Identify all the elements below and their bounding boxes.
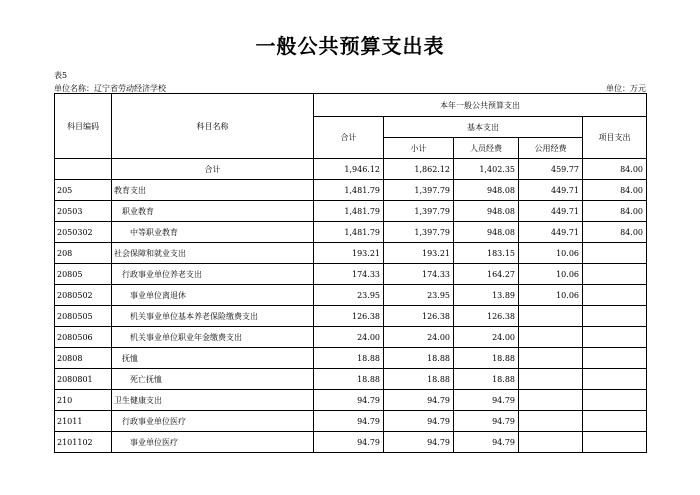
cell-code	[55, 159, 112, 180]
cell-subtotal: 1,397.79	[384, 222, 454, 243]
cell-project: 84.00	[583, 180, 647, 201]
cell-name: 合计	[112, 159, 314, 180]
header-subtotal: 小计	[384, 138, 454, 159]
cell-personnel: 94.79	[454, 390, 519, 411]
header-group: 本年一般公共预算支出	[314, 94, 647, 117]
cell-public	[519, 432, 583, 453]
cell-personnel: 13.89	[454, 285, 519, 306]
cell-code: 20805	[55, 264, 112, 285]
header-project: 项目支出	[583, 117, 647, 159]
cell-total: 24.00	[314, 327, 384, 348]
cell-code: 20808	[55, 348, 112, 369]
cell-public: 449.71	[519, 180, 583, 201]
cell-name: 社会保障和就业支出	[112, 243, 314, 264]
cell-subtotal: 1,862.12	[384, 159, 454, 180]
cell-project	[583, 243, 647, 264]
cell-total: 18.88	[314, 348, 384, 369]
unit-measure: 单位：万元	[606, 84, 646, 93]
table-row	[55, 222, 647, 243]
table-row	[55, 348, 647, 369]
table-row	[55, 369, 647, 390]
header-personnel: 人员经费	[454, 138, 519, 159]
cell-name: 机关事业单位职业年金缴费支出	[112, 327, 314, 348]
cell-public	[519, 348, 583, 369]
cell-personnel: 948.08	[454, 201, 519, 222]
cell-personnel: 18.88	[454, 369, 519, 390]
cell-code: 21011	[55, 411, 112, 432]
cell-total: 18.88	[314, 369, 384, 390]
cell-name: 机关事业单位基本养老保险缴费支出	[112, 306, 314, 327]
table-row	[55, 243, 647, 264]
cell-code: 205	[55, 180, 112, 201]
cell-code: 2080801	[55, 369, 112, 390]
cell-public: 449.71	[519, 201, 583, 222]
cell-public	[519, 306, 583, 327]
cell-project	[583, 285, 647, 306]
cell-subtotal: 18.88	[384, 348, 454, 369]
cell-public	[519, 369, 583, 390]
table-row	[55, 180, 647, 201]
table-number: 表5	[54, 71, 68, 80]
cell-total: 94.79	[314, 390, 384, 411]
cell-public	[519, 390, 583, 411]
cell-total: 94.79	[314, 432, 384, 453]
cell-subtotal: 18.88	[384, 369, 454, 390]
table-row	[55, 264, 647, 285]
table-row	[55, 411, 647, 432]
cell-public: 10.06	[519, 285, 583, 306]
cell-project: 84.00	[583, 201, 647, 222]
header-basic: 基本支出	[384, 117, 583, 138]
cell-total: 1,946.12	[314, 159, 384, 180]
cell-total: 1,481.79	[314, 180, 384, 201]
cell-project	[583, 327, 647, 348]
cell-total: 23.95	[314, 285, 384, 306]
cell-subtotal: 174.33	[384, 264, 454, 285]
page-title: 一般公共预算支出表	[255, 34, 445, 58]
table-row	[55, 306, 647, 327]
cell-name: 行政事业单位养老支出	[112, 264, 314, 285]
cell-name: 中等职业教育	[112, 222, 314, 243]
cell-project	[583, 411, 647, 432]
cell-subtotal: 1,397.79	[384, 201, 454, 222]
table-row	[55, 159, 647, 180]
cell-total: 174.33	[314, 264, 384, 285]
cell-public: 459.77	[519, 159, 583, 180]
cell-personnel: 164.27	[454, 264, 519, 285]
cell-name: 卫生健康支出	[112, 390, 314, 411]
cell-public	[519, 327, 583, 348]
cell-code: 2101102	[55, 432, 112, 453]
cell-code: 210	[55, 390, 112, 411]
cell-code: 208	[55, 243, 112, 264]
cell-subtotal: 24.00	[384, 327, 454, 348]
cell-subtotal: 23.95	[384, 285, 454, 306]
cell-subtotal: 94.79	[384, 432, 454, 453]
header-code: 科目编码	[55, 94, 112, 159]
cell-project	[583, 348, 647, 369]
cell-project: 84.00	[583, 159, 647, 180]
cell-personnel: 94.79	[454, 432, 519, 453]
cell-personnel: 24.00	[454, 327, 519, 348]
cell-project: 84.00	[583, 222, 647, 243]
table-row	[55, 390, 647, 411]
cell-code: 2080506	[55, 327, 112, 348]
cell-name: 行政事业单位医疗	[112, 411, 314, 432]
unit-name: 单位名称：辽宁省劳动经济学校	[54, 84, 166, 93]
cell-personnel: 183.15	[454, 243, 519, 264]
budget-table	[54, 93, 647, 453]
cell-project	[583, 369, 647, 390]
header-total: 合计	[314, 117, 384, 159]
cell-total: 193.21	[314, 243, 384, 264]
cell-subtotal: 193.21	[384, 243, 454, 264]
cell-public: 10.06	[519, 264, 583, 285]
cell-personnel: 126.38	[454, 306, 519, 327]
cell-name: 事业单位离退休	[112, 285, 314, 306]
cell-name: 教育支出	[112, 180, 314, 201]
cell-code: 2050302	[55, 222, 112, 243]
cell-personnel: 948.08	[454, 222, 519, 243]
header-public: 公用经费	[519, 138, 583, 159]
cell-total: 94.79	[314, 411, 384, 432]
header-name: 科目名称	[112, 94, 314, 159]
cell-code: 20503	[55, 201, 112, 222]
cell-name: 死亡抚恤	[112, 369, 314, 390]
cell-subtotal: 94.79	[384, 411, 454, 432]
cell-total: 126.38	[314, 306, 384, 327]
cell-subtotal: 94.79	[384, 390, 454, 411]
table-row	[55, 201, 647, 222]
cell-project	[583, 306, 647, 327]
cell-project	[583, 264, 647, 285]
cell-public	[519, 411, 583, 432]
cell-code: 2080505	[55, 306, 112, 327]
cell-name: 抚恤	[112, 348, 314, 369]
cell-personnel: 94.79	[454, 411, 519, 432]
cell-name: 职业教育	[112, 201, 314, 222]
cell-personnel: 18.88	[454, 348, 519, 369]
cell-subtotal: 126.38	[384, 306, 454, 327]
cell-public: 10.06	[519, 243, 583, 264]
table-row	[55, 327, 647, 348]
cell-subtotal: 1,397.79	[384, 180, 454, 201]
cell-name: 事业单位医疗	[112, 432, 314, 453]
table-row	[55, 432, 647, 453]
table-row	[55, 285, 647, 306]
cell-project	[583, 390, 647, 411]
cell-personnel: 948.08	[454, 180, 519, 201]
cell-project	[583, 432, 647, 453]
cell-total: 1,481.79	[314, 201, 384, 222]
cell-total: 1,481.79	[314, 222, 384, 243]
cell-personnel: 1,402.35	[454, 159, 519, 180]
cell-code: 2080502	[55, 285, 112, 306]
cell-public: 449.71	[519, 222, 583, 243]
